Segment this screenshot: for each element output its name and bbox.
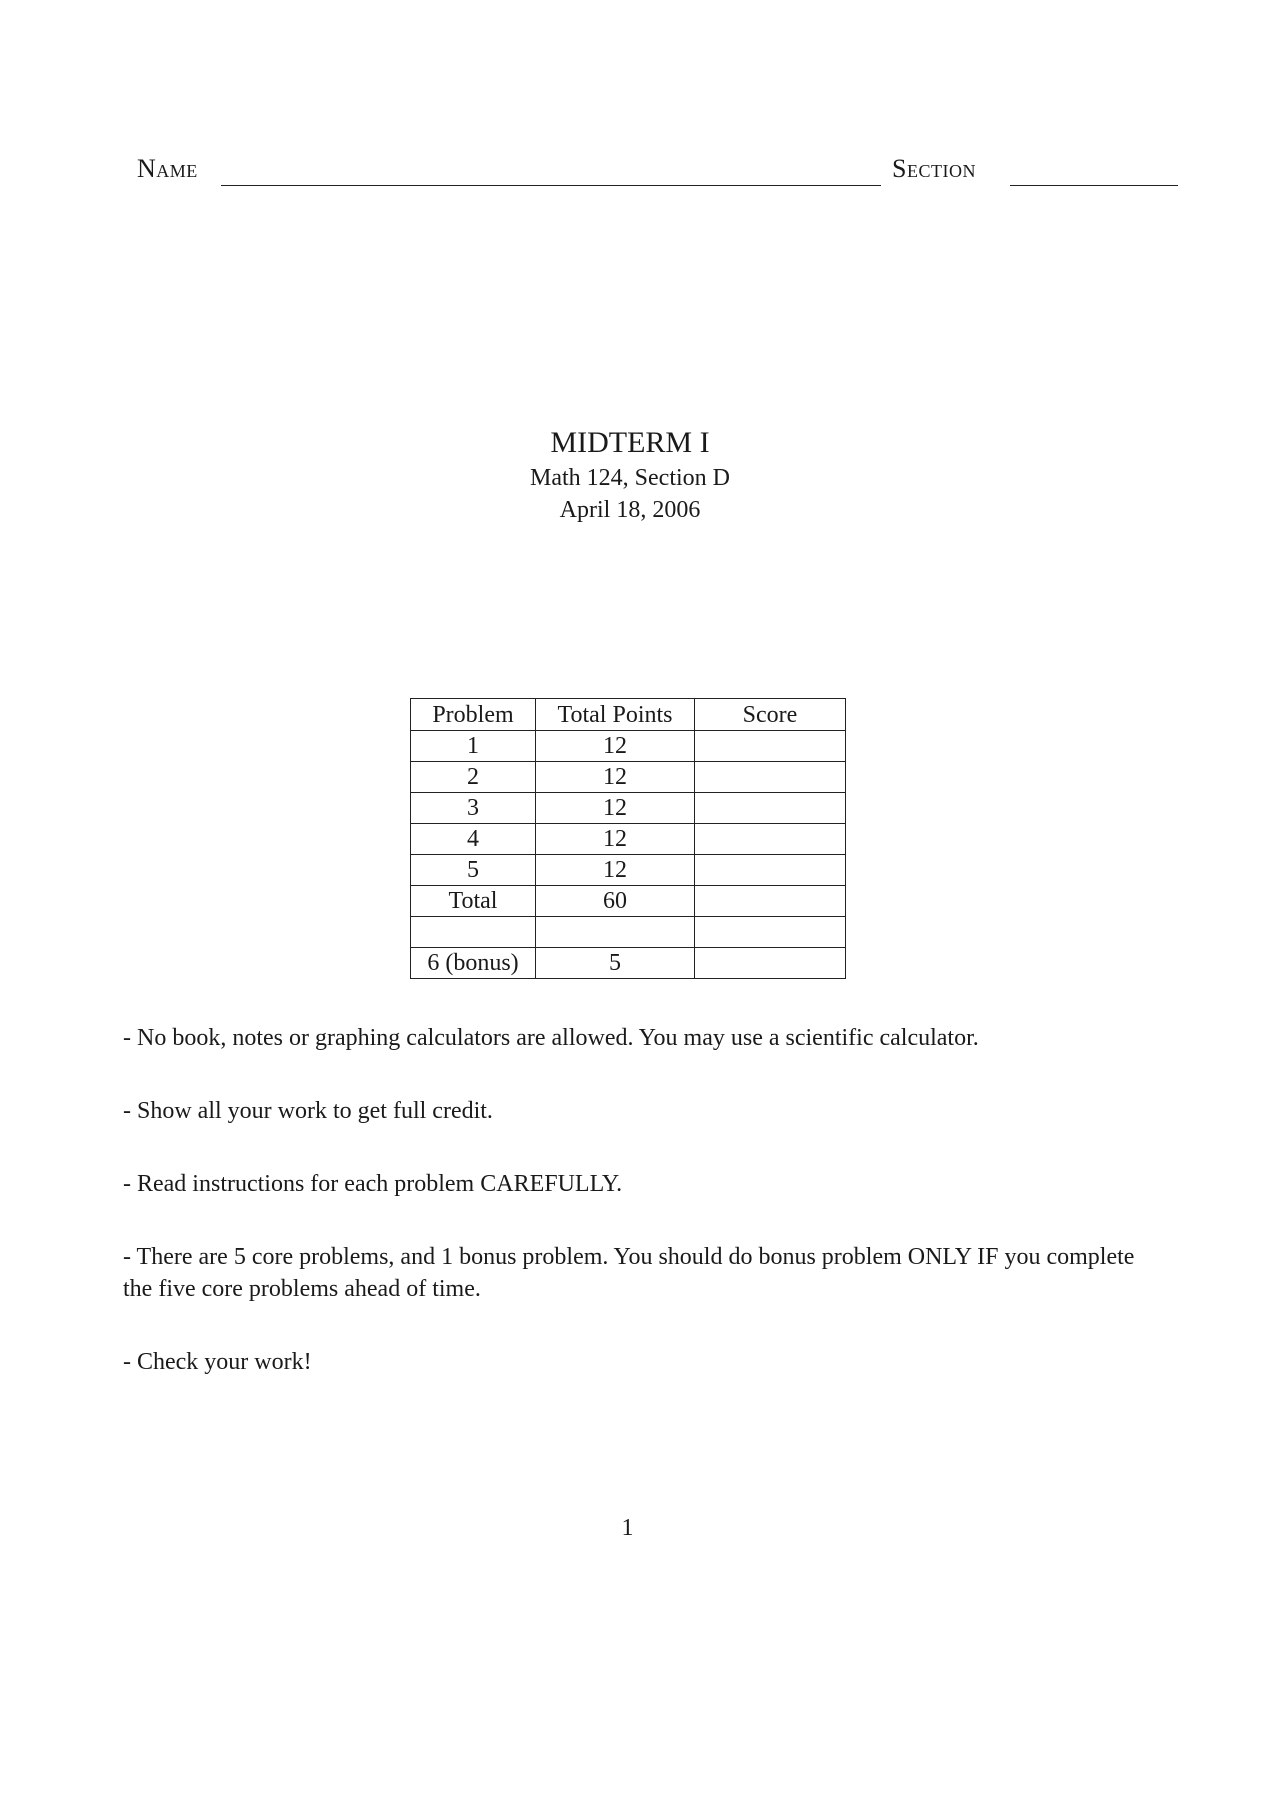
table-header-row [411,699,846,731]
points-cell: 12 [536,731,695,762]
instruction-item: - No book, notes or graphing calculators are allowed. You may use a scientific calculator. [123,1025,979,1051]
problem-cell: 4 [411,824,536,855]
section-field[interactable] [1010,185,1178,186]
score-table [410,698,846,979]
table-row [411,762,846,793]
page-number: 1 [621,1515,634,1541]
header-fields [137,150,1178,190]
course-name: Math 124, Section D [530,465,730,491]
exam-date: April 18, 2006 [559,497,701,523]
exam-title: MIDTERM I [550,426,710,459]
table-row [411,855,846,886]
section-label: Section [892,154,976,183]
table-row [411,886,846,917]
instruction-item: - Check your work! [123,1349,312,1375]
table-row [411,793,846,824]
problem-cell: 1 [411,731,536,762]
score-cell[interactable] [695,917,846,948]
score-cell[interactable] [695,793,846,824]
name-label: Name [137,154,198,183]
problem-cell: 3 [411,793,536,824]
points-cell: 5 [536,948,695,979]
problem-cell [411,917,536,948]
problem-cell: Total [411,886,536,917]
score-cell[interactable] [695,948,846,979]
column-header: Score [695,699,846,731]
instructions [123,1022,1163,1419]
problem-cell: 2 [411,762,536,793]
column-header: Problem [411,699,536,731]
instruction-item: - There are 5 core problems, and 1 bonus problem. You should do bonus problem ONLY IF you complete the five core problems ahead of time. [123,1244,1135,1302]
score-cell[interactable] [695,855,846,886]
score-cell[interactable] [695,762,846,793]
points-cell: 12 [536,824,695,855]
score-cell[interactable] [695,886,846,917]
score-cell[interactable] [695,731,846,762]
points-cell: 12 [536,855,695,886]
table-row [411,731,846,762]
instruction-item: - Read instructions for each problem CAREFULLY. [123,1171,623,1197]
problem-cell: 5 [411,855,536,886]
instruction-item: - Show all your work to get full credit. [123,1098,493,1124]
points-cell: 12 [536,793,695,824]
points-cell [536,917,695,948]
points-cell: 60 [536,886,695,917]
title-block [0,424,1260,526]
column-header: Total Points [536,699,695,731]
name-field[interactable] [221,185,881,186]
score-cell[interactable] [695,824,846,855]
problem-cell: 6 (bonus) [411,948,536,979]
points-cell: 12 [536,762,695,793]
table-row [411,824,846,855]
table-row [411,917,846,948]
table-row [411,948,846,979]
